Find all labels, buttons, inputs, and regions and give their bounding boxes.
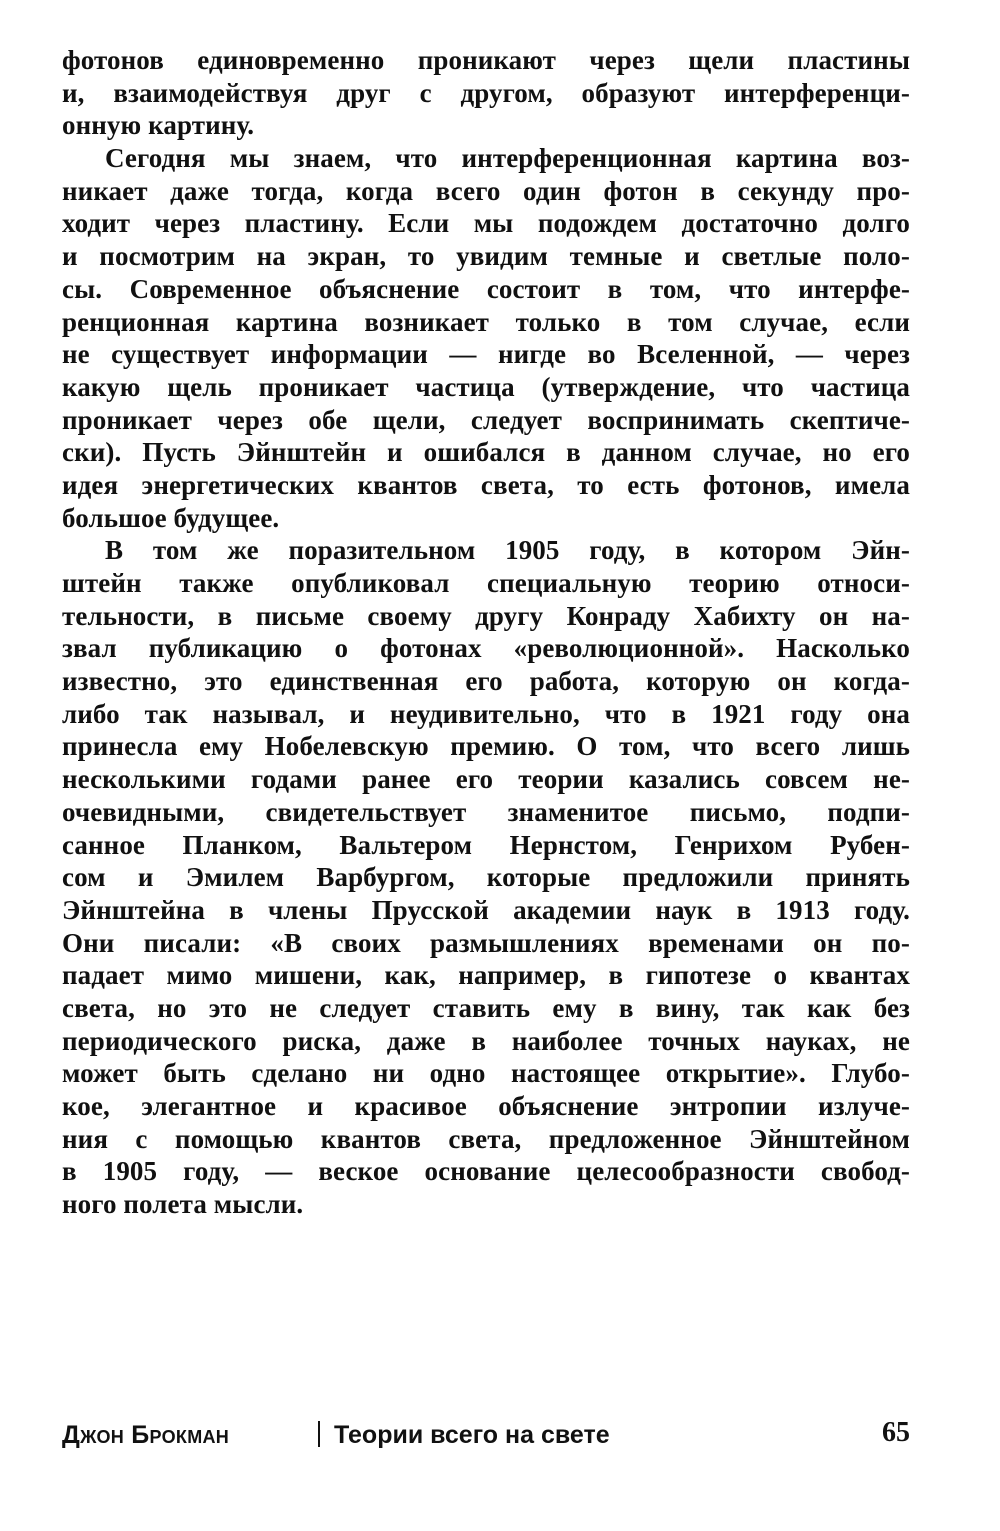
text-line: Эйнштейна в члены Прусской академии наук в 1913 году. <box>62 894 910 925</box>
text-line: сом и Эмилем Варбургом, которые предложили принять <box>62 862 910 893</box>
text-line: онную картину. <box>62 110 255 141</box>
paragraph <box>62 44 910 142</box>
text-line: очевидными, свидетельствует знаменитое письмо, подпи- <box>62 796 910 827</box>
text-line: может быть сделано ни одно настоящее открытие». Глубо- <box>62 1058 910 1089</box>
text-line: ного полета мысли. <box>62 1189 304 1220</box>
paragraph <box>62 534 910 1220</box>
text-line: Они писали: «В своих размышлениях временами он по- <box>62 927 910 958</box>
page-number: 65 <box>882 1417 910 1448</box>
text-line: санное Планком, Вальтером Нернстом, Генрихом Рубен- <box>62 829 910 860</box>
text-line: звал публикацию о фотонах «революционной». Насколько <box>62 633 910 664</box>
text-line: большое будущее. <box>62 502 280 533</box>
text-line: ренционная картина возникает только в том случае, если <box>62 306 910 337</box>
text-line: ния с помощью квантов света, предложенное Эйнштейном <box>62 1123 910 1154</box>
text-line: либо так называл, и неудивительно, что в 1921 году она <box>62 698 910 729</box>
text-line: проникает через обе щели, следует воспринимать скептиче- <box>62 404 910 435</box>
text-line: известно, это единственная его работа, которую он когда- <box>62 666 910 697</box>
footer-separator <box>318 1421 320 1447</box>
footer-book-title: Теории всего на свете <box>334 1421 610 1449</box>
text-line: какую щель проникает частица (утверждение, что частица <box>62 371 910 402</box>
footer-author: Джон Брокман <box>62 1421 230 1449</box>
text-line: штейн также опубликовал специальную теорию относи- <box>62 568 910 598</box>
text-line: тельности, в письме своему другу Конраду Хабихту он на- <box>62 600 910 631</box>
text-line: и, взаимодействуя друг с другом, образуют интерференци- <box>62 77 910 108</box>
paragraph <box>62 142 910 534</box>
text-line: принесла ему Нобелевскую премию. О том, что всего лишь <box>62 731 910 762</box>
text-line: в 1905 году, — веское основание целесообразности свобод- <box>62 1156 910 1187</box>
text-line: и посмотрим на экран, то увидим темные и светлые поло- <box>62 241 910 272</box>
text-line: сы. Современное объяснение состоит в том, что интерфе- <box>62 273 910 304</box>
text-line: периодического риска, даже в наиболее точных науках, не <box>62 1025 910 1056</box>
text-line: кое, элегантное и красивое объяснение энтропии излуче- <box>62 1091 910 1121</box>
text-line: несколькими годами ранее его теории казались совсем не- <box>62 764 910 795</box>
text-line: не существует информации — нигде во Вселенной, — через <box>62 339 910 370</box>
text-line: идея энергетических квантов света, то есть фотонов, имела <box>62 469 910 500</box>
text-line: никает даже тогда, когда всего один фотон в секунду про- <box>62 175 910 206</box>
body-text <box>62 44 910 1221</box>
text-line: Сегодня мы знаем, что интерференционная картина воз- <box>105 143 910 174</box>
text-line: света, но это не следует ставить ему в вину, так как без <box>62 992 910 1023</box>
text-line: ходит через пластину. Если мы подождем достаточно долго <box>62 208 910 239</box>
text-line: ски). Пусть Эйнштейн и ошибался в данном случае, но его <box>62 437 910 468</box>
page-footer <box>62 1415 910 1455</box>
text-line: фотонов единовременно проникают через щели пластины <box>62 45 910 75</box>
text-line: падает мимо мишени, как, например, в гипотезе о квантах <box>62 960 910 991</box>
text-line: В том же поразительном 1905 году, в котором Эйн- <box>105 535 910 566</box>
